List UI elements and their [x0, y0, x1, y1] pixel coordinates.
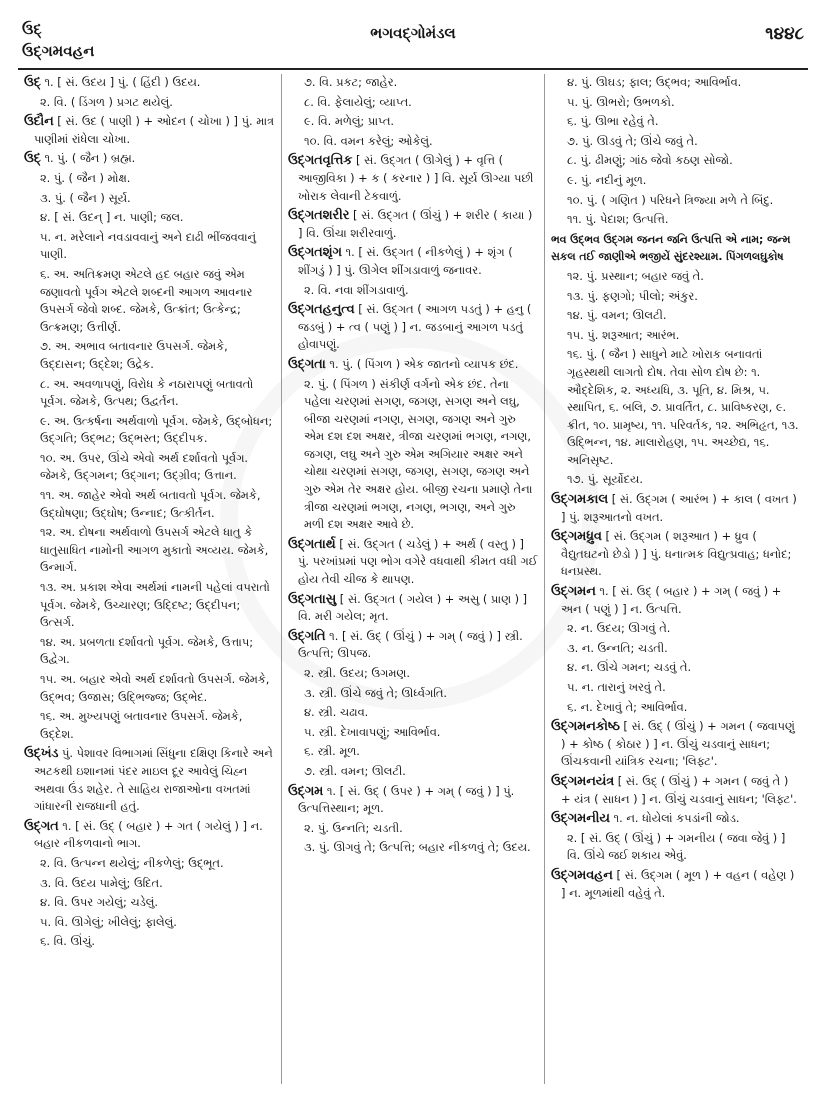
- sense-line: [288, 74, 538, 92]
- dictionary-entry: [551, 867, 801, 902]
- headword: ઉદ્ગમ: [288, 783, 324, 799]
- sense-line: [24, 266, 275, 336]
- sense-line: [288, 839, 538, 857]
- dictionary-entry: [551, 773, 801, 808]
- sense-line: [551, 640, 801, 658]
- sense-line: [24, 855, 275, 873]
- definition-text: ૩. પું. ઊગવું તે; ઉત્પત્તિ; બહાર નીકળવું તે; ઉદય.: [304, 840, 531, 855]
- dictionary-entry: [288, 628, 538, 663]
- sense-line: [24, 170, 275, 188]
- definition-text: ૧૦. અ. ઉપર, ઊંચે એવો અર્થ દર્શાવતો પૂર્વગ. જેમકે, ઉદ્ગમન; ઉદ્ગાન; ઉદ્ગ્રીવ; ઉત્તાન.: [40, 450, 249, 483]
- definition-text: ૬. ન. દેખાવું તે; આવિર્ભાવ.: [567, 699, 688, 714]
- definition-text: ૧૩. પું. ફણગો; પીલો; અંકુર.: [567, 288, 698, 303]
- sense-line: [288, 743, 538, 761]
- sense-line: [24, 487, 275, 522]
- book-title: ભગવદ્ગોમંડલ: [370, 24, 456, 42]
- sense-line: [551, 94, 801, 112]
- sense-line: [288, 376, 538, 534]
- headword: ઉદ્ગમકાલ: [551, 492, 609, 508]
- headword: ઉદ્ગમન: [551, 584, 596, 600]
- headword: ઉદ્ગમનીય: [551, 811, 610, 827]
- definition-text: ૫. ન. મરેલાને નવડાવવાનું અને દાઢી ભીંજવવાનું પાણી.: [40, 229, 257, 262]
- definition-text: ૩. સ્ત્રી. ઊંચે જવું તે; ઊર્ધ્વગતિ.: [304, 685, 448, 700]
- headword: ઉદ્ગતશૃંગ: [288, 245, 342, 261]
- definition-text: ૨. ન. ઉદય; ઊગવું તે.: [567, 621, 671, 636]
- definition-text: ૧. [ સં. ઉદ્ ( ઉપર ) + ગમ્ ( જવું ) ] પું. ઉત્પત્તિસ્થાન; મૂળ.: [298, 783, 515, 816]
- definition-text: ૧૦. પું. ( ગણિત ) પરિધને ત્રિજ્યા મળે તે બિંદુ.: [567, 192, 774, 207]
- headword: ઉદ્: [24, 75, 41, 90]
- definition-text: ૧૧. અ. જાહેર એવો અર્થ બતાવતો પૂર્વગ. જેમકે, ઉદ્ઘોષણા; ઉદ્ઘોષ; ઉન્નાદ; ઉત્કીર્તન.: [40, 488, 261, 520]
- sense-line: [24, 338, 275, 373]
- definition-text: ૩. પું. ( જૈન ) સૂર્ય.: [40, 190, 131, 205]
- sense-line: [288, 704, 538, 722]
- definition-text: ૧૪. અ. પ્રબળતા દર્શાવતો પૂર્વગ. જેમકે, ઉત્તાપ; ઉદ્વેગ.: [40, 634, 254, 667]
- definition-text: ૪. સ્ત્રી. ચઢાવ.: [304, 705, 369, 720]
- dictionary-entry: [288, 244, 538, 279]
- definition-text: ૫. પું. ઊભરો; ઉભળકો.: [567, 94, 675, 109]
- sense-line: [288, 94, 538, 112]
- sense-line: [288, 282, 538, 300]
- definition-text: ૭. પું. ઊડવું તે; ઊંચે જવું તે.: [567, 133, 698, 148]
- definition-text: ૨. પું. ( પિંગળ ) સંકીર્ણ વર્ગનો એક છંદ. તેના પહેલા ચરણમાં સગણ, જગણ, સગણ અને લઘુ, બીજા ચરણમાં નગણ, સગણ, જગણ અને ગુરુ એમ દશ દશ અક્ષર, ત્રીજા ચરણમાં ભગણ, નગણ, જગણ, લઘુ અને ગુરુ એમ અગિયાર અક્ષર અને ચોથા ચરણમાં સગણ, જગણ, સગણ, જગણ અને ગુરુ એમ તેર અક્ષર હોય. બીજી રચના પ્રમાણે તેના ત્રીજા ચરણમાં ભગણ, નગણ, ભગણ, અને ગુરુ મળી દશ અક્ષર આવે છે.: [304, 376, 533, 532]
- headword: ઉદ્ગતાર્થ: [288, 536, 336, 552]
- definition-text: ૪. પું. ઊઘડ; ફાલ; ઉદ્ભવ; આવિર્ભાવ.: [567, 75, 742, 89]
- sense-line: [551, 268, 801, 286]
- definition-text: ૧. [ સં. ઉદ્ ( બહાર ) + ગત ( ગયેલું ) ] ન. બહાર નીકળવાનો ભાગ.: [34, 818, 263, 851]
- definition-text: [ સં. ઉદ્ગત ( ગયેલ ) + અસુ ( પ્રાણ ) ] વિ. મરી ગયેલ; મૃત.: [298, 591, 528, 624]
- definition-text: ૧૦. વિ. વમન કરેલું; ઓકેલું.: [304, 133, 433, 148]
- definition-text: ૨. પું. ( જૈન ) મોક્ષ.: [40, 170, 131, 185]
- column-3: [544, 74, 807, 1084]
- sense-line: [288, 724, 538, 742]
- sense-line: [24, 413, 275, 448]
- headword: ઉદ્: [24, 151, 41, 167]
- dictionary-entry: [24, 74, 275, 92]
- definition-text: ૧. [ સં. ઉદ્ગત ( નીકળેલું ) + શૃંગ ( શીંગડું ) ] પું. ઊગેલ શીંગડાવાળું જનાવર.: [298, 245, 513, 277]
- definition-text: ૩. ન. ઉન્નતિ; ચડતી.: [567, 640, 668, 655]
- definition-text: [ સં. ઉદ્ગત ( આગળ પડતું ) + હનુ ( જડબું ) + ત્વ ( પણું ) ] ન. જડબાનું આગળ પડતું હોવાપણું.: [298, 302, 532, 352]
- dictionary-entry: [24, 113, 275, 148]
- headword: ઉદ્ગતા: [288, 356, 326, 372]
- definition-text: [ સં. ઉદ ( પાણી ) + ઓદન ( ચોખા ) ] પું. માત્ર પાણીમાં રાંધેલા ચોખા.: [34, 114, 275, 146]
- definition-text: ભવ ઉદ્ભવ ઉદ્ગમ જનન જનિ ઉત્પત્તિ એ નામ; જન્મ સકલ તઈ જાણીએ ભજીયેં સુંદરશ્યામ. પિંગળલઘુકોષ: [551, 232, 791, 264]
- column-1: [18, 74, 281, 1084]
- dictionary-entry: [288, 301, 538, 354]
- definition-text: ૧૧. પું. પેદાશ; ઉત્પત્તિ.: [567, 212, 669, 227]
- dictionary-entry: [551, 810, 801, 828]
- definition-text: ૧૭. પું. સૂર્યોદય.: [567, 472, 643, 487]
- definition-text: ૫. વિ. ઊગેલું; ખીલેલું; ફાલેલું.: [40, 914, 177, 929]
- headword: ઉદ્ગમવહન: [551, 867, 613, 883]
- header-rule: [18, 68, 808, 70]
- sense-line: [24, 933, 275, 951]
- definition-text: ૧૩. અ. પ્રકાશ એવા અર્થમાં નામની પહેલાં વપરાતો પૂર્વગ. જેમકે, ઉચ્ચારણ; ઉદ્દિષ્ટ; ઉદ્દીપન; ઉત્સર્ગ.: [40, 580, 270, 630]
- sense-line: [551, 192, 801, 210]
- definition-text: ૧૫. અ. બહાર એવો અર્થ દર્શાવતો ઉપસર્ગ. જેમકે, ઉદ્ભવ; ઉજાસ; ઉદ્ભિજ્જ; ઉદ્ભેદ.: [40, 672, 270, 704]
- definition-text: ૮. પું. ઢીમણું; ગાંઠ જેવો કઠણ સોજો.: [567, 153, 733, 168]
- sense-line: [551, 830, 801, 865]
- dictionary-entry: [288, 356, 538, 374]
- definition-text: ૨. વિ. ( ડિંગળ ) પ્રગટ થયેલું.: [40, 94, 173, 109]
- sense-line: [551, 620, 801, 638]
- definition-text: [ સં. ઉદ્ગમ ( મૂળ ) + વહન ( વહેણ ) ] ન. મૂળમાંથી વહેવું તે.: [561, 867, 795, 900]
- sense-line: [551, 699, 801, 717]
- dictionary-entry: [551, 528, 801, 581]
- sense-line: [551, 74, 801, 92]
- definition-text: ૨. વિ. ઉત્પન્ન થયેલું; નીકળેલું; ઉદ્ભૂત.: [40, 855, 224, 870]
- definition-text: ૬. પું. ઊભા રહેવું તે.: [567, 114, 659, 129]
- definition-text: [ સં. ઉદ્ગત ( ચડેલું ) + અર્થ ( વસ્તુ ) ] પું. પરખાંપ્રમાં પણ ભોગ વગેરે વધવાથી કીમત વધી ગઈ હોય તેવી ચીજ કે થાપણ.: [298, 536, 538, 587]
- definition-text: ૧. ન. ધોયેલાં કપડાંની જોડ.: [613, 811, 740, 826]
- definition-text: [ સં. ઉદ્ગમ ( શરૂઆત ) + ધ્રુવ ( વૈદ્યુતઘટનો છેડો ) ] પું. ધનાત્મક વિદ્યુત્પ્રવાહ; ધનોદ; ધનપ્રસ્થ.: [561, 529, 792, 579]
- dictionary-entry: [288, 783, 538, 818]
- headword: ઉદ્ખંડ: [24, 746, 59, 762]
- sense-line: [551, 307, 801, 325]
- dictionary-columns: [18, 74, 808, 1084]
- sense-line: [551, 659, 801, 677]
- page-number: ૧૪૪૮: [765, 24, 804, 44]
- sense-line: [24, 914, 275, 932]
- sense-line: [24, 708, 275, 743]
- dictionary-entry: [288, 591, 538, 626]
- dictionary-entry: [551, 491, 801, 526]
- dictionary-entry: [24, 818, 275, 853]
- definition-text: ૨. [ સં. ઉદ્ ( ઊંચું ) + ગમનીય ( જવા જેવું ) ] વિ. ઊંચે જઈ શકાય એવું.: [567, 830, 786, 863]
- sense-line: [24, 634, 275, 669]
- dictionary-entry: [551, 718, 801, 771]
- definition-text: ૬. વિ. ઊંચું.: [40, 934, 96, 949]
- dictionary-entry: [288, 207, 538, 242]
- definition-text: ૪. વિ. ઉપર ગયેલું; ચડેલું.: [40, 895, 159, 910]
- headword: ઉદ્ગતહનુત્વ: [288, 302, 355, 318]
- sense-line: [551, 152, 801, 170]
- definition-text: ૧૬. પું. ( જૈન ) સાધુને માટે ખોરાક બનાવતાં ગૃહસ્થથી લાગતો દોષ. તેવા સોળ દોષ છે: ૧. ઔદ્દેશિક, ૨. અધ્યધિ, ૩. પૂતિ, ૪. મિશ્ર, ૫. સ્થાપિત, ૬. બલિ, ૭. પ્રાવર્તિત, ૮. પ્રાવિષ્કરણ, ૯. ક્રીત, ૧૦. પ્રામૃષ્ય, ૧૧. પરિવર્તક, ૧૨. અભિહૃત, ૧૩. ઉદ્ભિન્ન, ૧૪. માલારોહણ, ૧૫. અચ્છેદ્ય, ૧૬. અનિસૃષ્ટ.: [567, 347, 799, 467]
- definition-text: ૯. અ. ઉત્કર્ષના અર્થવાળો પૂર્વગ. જેમકે, ઉદ્બોધન; ઉદ્ગતિ; ઉદ્ભટ; ઉદ્ભસ્ત; ઉદ્દીપક.: [40, 413, 273, 446]
- sense-line: [24, 94, 275, 112]
- definition-text: ૮. વિ. ફેલાયેલું; વ્યાપ્ત.: [304, 94, 412, 109]
- definition-text: [ સં. ઉદ્ ( ઊંચું ) + ગમન ( જવાપણું ) + કોષ્ઠ ( કોઠાર ) ] ન. ઊંચું ચડવાનું સાધન; ઊંચકવાની યાંત્રિક રચના; 'લિફ્ટ'.: [561, 719, 795, 769]
- definition-text: ૧. પું. ( પિંગળ ) એક જાતનો વ્યાપક છંદ.: [329, 356, 519, 371]
- page-header: [18, 20, 808, 68]
- headword: ઉદૌન: [24, 114, 54, 130]
- sense-line: [288, 133, 538, 151]
- sense-line: [24, 671, 275, 706]
- definition-text: ૫. ન. તારાનું ખરવું તે.: [567, 680, 666, 694]
- sense-line: [551, 346, 801, 469]
- definition-text: ૧. [ સં. ઉદ્ ( બહાર ) + ગમ્ ( જવું ) + અન ( પણું ) ] ન. ઉત્પત્તિ.: [561, 584, 782, 616]
- headword: ઉદ્ગતાસુ: [288, 591, 337, 607]
- definition-text: ૩. વિ. ઉદય પામેલું; ઉદિત.: [40, 875, 163, 890]
- definition-text: ૪. ન. ઊંચે ગમન; ચડવું તે.: [567, 660, 692, 675]
- sense-line: [24, 190, 275, 208]
- definition-text: ૧. [ સં. ઉદ્ ( ઊંચું ) + ગમ્ ( જવું ) ] સ્ત્રી. ઉત્પત્તિ; ઊપજ.: [298, 628, 523, 661]
- quotation: [551, 231, 801, 266]
- definition-text: [ સં. ઉદ્ગત ( ઊંચું ) + શરીર ( કાયા ) ] વિ. ઊંચા શરીરવાળું.: [298, 208, 533, 240]
- definition-text: ૭. અ. અભાવ બતાવનાર ઉપસર્ગ. જેમકે, ઉદ્દાસન; ઉદ્દેશ; ઉદ્રેક.: [40, 339, 228, 371]
- definition-text: ૧૨. પું. પ્રસ્થાન; બહાર જવું તે.: [567, 268, 704, 283]
- definition-text: ૨. સ્ત્રી. ઉદય; ઉગમણ.: [304, 666, 410, 680]
- headword: ઉદ્ગમનકોષ્ઠ: [551, 719, 620, 735]
- headword: ઉદ્ગતશરીર: [288, 208, 350, 224]
- column-2: [281, 74, 544, 1084]
- definition-text: ૨. વિ. નવા શીંગડાવાળું.: [304, 282, 409, 297]
- sense-line: [551, 211, 801, 229]
- definition-text: પું. પેશાવર વિભાગમાં સિંધુના દક્ષિણ કિનારે અને અટકથી ઇશાનમાં પંદર માઇલ દૂર આવેલું ચિહ્ન અથવા ઉંડ શહેર. તે સાહિય રાજાઓના વખતમાં ગાંધારની રાજધાની હતું.: [34, 746, 273, 814]
- definition-text: [ સં. ઉદ્ગમ ( આરંભ ) + કાલ ( વખત ) ] પું. શરૂઆતનો વખત.: [561, 492, 797, 524]
- sense-line: [288, 665, 538, 683]
- sense-line: [551, 679, 801, 697]
- definition-text: [ સં. ઉદ્ ( ઊંચું ) + ગમન ( જવું તે ) + યંત્ર ( સાધન ) ] ન. ઊંચું ચડવાનું સાધન; 'લિફ્ટ'.: [561, 773, 797, 806]
- headword: ઉદ્ગમનયંત્ર: [551, 773, 615, 789]
- definition-text: ૨. પું. ઉન્નતિ; ચડતી.: [304, 820, 403, 835]
- headword: ઉદ્ગમધ્રુવ: [551, 529, 602, 545]
- headword: ઉદ્ગતવૃત્તિક: [288, 153, 353, 169]
- sense-line: [551, 133, 801, 151]
- definition-text: ૧. [ સં. ઉદય ] પું. ( હિંદી ) ઉદય.: [44, 75, 201, 89]
- sense-line: [24, 524, 275, 577]
- sense-line: [288, 113, 538, 131]
- definition-text: ૯. વિ. મળેલું; પ્રાપ્ત.: [304, 114, 394, 129]
- sense-line: [24, 450, 275, 485]
- definition-text: ૫. સ્ત્રી. દેખાવાપણું; આવિર્ભાવ.: [304, 724, 441, 739]
- definition-text: ૬. સ્ત્રી. મૂળ.: [304, 744, 360, 759]
- sense-line: [551, 113, 801, 131]
- dictionary-entry: [288, 152, 538, 205]
- dictionary-entry: [24, 745, 275, 815]
- definition-text: ૭. વિ. પ્રકટ; જાહેર.: [304, 75, 398, 89]
- definition-text: ૧. પું. ( જૈન ) બ્રહ્મ.: [44, 151, 136, 166]
- definition-text: ૧૬. અ. મુખ્યપણું બતાવનાર ઉપસર્ગ. જેમકે, ઉદ્દેશ.: [40, 709, 243, 741]
- dictionary-entry: [288, 536, 538, 589]
- definition-text: ૧૨. અ. દોષના અર્થવાળો ઉપસર્ગ એટલે ધાતુ કે ધાતુસાધિત નામોની આગળ મુકાતો અવ્યય. જેમકે, ઉન્માર્ગ.: [40, 525, 269, 575]
- definition-text: ૧૪. પું. વમન; ઊલટી.: [567, 308, 667, 323]
- definition-text: ૬. અ. અતિક્રમણ એટલે હદ બહાર જવું એમ જણાવતો પૂર્વગ એટલે શબ્દની આગળ આવનાર ઉપસર્ગ જેવો શબ્દ. જેમકે, ઉત્ક્રાંત; ઉત્કેન્દ્ર; ઉત્ક્રમણ; ઉત્તીર્ણ.: [40, 266, 253, 334]
- dictionary-entry: [551, 583, 801, 618]
- definition-text: [ સં. ઉદ્ગત ( ઊગેલું ) + વૃત્તિ ( આજીવિકા ) + ક ( કરનાર ) ] વિ. સૂર્ય ઊગ્યા પછી ખોરાક લેવાની ટેકવાળું.: [298, 153, 534, 203]
- sense-line: [551, 288, 801, 306]
- last-headword-guide: ઉદ્ગમવહન: [22, 42, 95, 60]
- headword: ઉદ્ગતિ: [288, 628, 326, 644]
- sense-line: [24, 209, 275, 227]
- definition-text: ૯. પું. નદીનું મૂળ.: [567, 172, 647, 187]
- sense-line: [24, 376, 275, 411]
- sense-line: [24, 579, 275, 632]
- sense-line: [288, 820, 538, 838]
- sense-line: [551, 471, 801, 489]
- sense-line: [551, 327, 801, 345]
- sense-line: [288, 685, 538, 703]
- sense-line: [24, 894, 275, 912]
- sense-line: [24, 875, 275, 893]
- definition-text: ૮. અ. અવળાપણું, વિરોધ કે નઠારાપણું બતાવતો પૂર્વગ. જેમકે, ઉત્પથ; ઉદ્વર્તન.: [40, 376, 254, 409]
- definition-text: ૪. [ સં. ઉદન્ ] ન. પાણી; જલ.: [40, 210, 184, 225]
- dictionary-entry: [24, 150, 275, 168]
- sense-line: [551, 172, 801, 190]
- sense-line: [288, 763, 538, 781]
- headword: ઉદ્ગત: [24, 818, 59, 834]
- definition-text: ૭. સ્ત્રી. વમન; ઊલટી.: [304, 763, 406, 778]
- first-headword-guide: ઉદ્: [22, 20, 42, 38]
- sense-line: [24, 229, 275, 264]
- definition-text: ૧૫. પું. શરૂઆત; આરંભ.: [567, 327, 680, 342]
